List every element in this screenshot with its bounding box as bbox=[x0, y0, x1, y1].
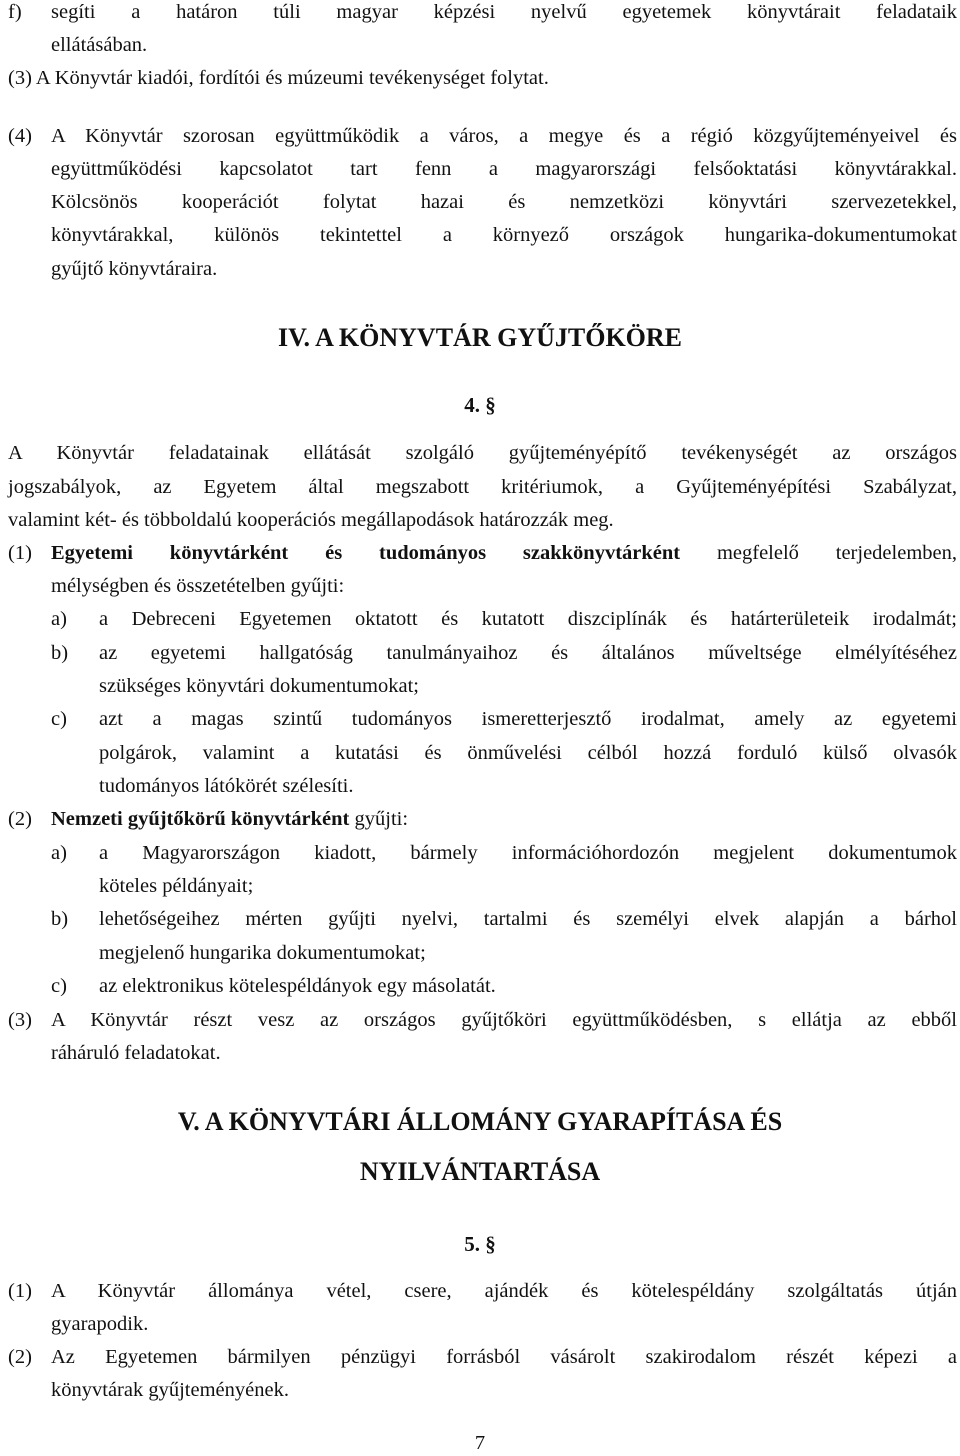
bold-term: Egyetemi könyvtárként és tudományos szakkönyvtárként bbox=[51, 542, 681, 564]
text-line: lehetőségeihez mérten gyűjti nyelvi, tartalmi és személyi elvek alapján a bárhol bbox=[99, 908, 957, 930]
text-line: A Könyvtár szorosan együttműködik a város, a megye és a régió közgyűjteményeivel és bbox=[51, 125, 957, 147]
item-label: b) bbox=[51, 908, 69, 930]
item-label: (1) bbox=[8, 1280, 32, 1302]
text-line: Kölcsönös kooperációt folytat hazai és nemzetközi könyvtári szervezetekkel, bbox=[51, 191, 957, 213]
item-label: c) bbox=[51, 975, 67, 997]
item-label: (1) bbox=[8, 542, 32, 564]
text-line: gyűjtő könyvtáraira. bbox=[51, 258, 218, 280]
text-span: megfelelő terjedelemben, bbox=[680, 542, 957, 564]
text-line: A Könyvtár részt vesz az országos gyűjtőköri együttműködésben, s ellátja az ebből bbox=[51, 1009, 957, 1031]
text-line: ráháruló feladatokat. bbox=[51, 1042, 221, 1064]
item-label: (3) bbox=[8, 1009, 32, 1031]
text-line: az egyetemi hallgatóság tanulmányaihoz és általános műveltsége elmélyítéséhez bbox=[99, 642, 957, 664]
text-line: jogszabályok, az Egyetem által megszabott kritériumok, a Gyűjteményépítési Szabályzat, bbox=[8, 476, 957, 498]
section-heading: V. A KÖNYVTÁRI ÁLLOMÁNY GYARAPÍTÁSA ÉS bbox=[177, 1107, 783, 1136]
text-line: a Debreceni Egyetemen oktatott és kutatott diszciplínák és határterületeik irodalmát; bbox=[99, 608, 957, 630]
text-line: Az Egyetemen bármilyen pénzügyi forrásból vásárolt szakirodalom részét képezi a bbox=[51, 1346, 957, 1368]
page-number: 7 bbox=[474, 1432, 486, 1454]
item-label: (2) bbox=[8, 808, 32, 830]
item-label: b) bbox=[51, 642, 69, 664]
text-line: az elektronikus kötelespéldányok egy másolatát. bbox=[99, 975, 496, 997]
text-line: köteles példányait; bbox=[99, 875, 254, 897]
text-line: könyvtárakkal, különös tekintettel a környező országok hungarika-dokumentumokat bbox=[51, 224, 957, 246]
section-heading: IV. A KÖNYVTÁR GYŰJTŐKÖRE bbox=[277, 323, 683, 352]
section-number: 4. § bbox=[464, 393, 496, 417]
paragraph-3: (3) A Könyvtár kiadói, fordítói és múzeumi tevékenységet folytat. bbox=[8, 67, 549, 89]
text-line: gyarapodik. bbox=[51, 1313, 149, 1335]
text-line: azt a magas szintű tudományos ismeretterjesztő irodalmat, amely az egyetemi bbox=[99, 708, 957, 730]
text-line: könyvtárak gyűjteményének. bbox=[51, 1379, 289, 1401]
text-line bbox=[51, 541, 957, 565]
text-line: együttműködési kapcsolatot tart fenn a magyarországi felsőoktatási könyvtárakkal. bbox=[51, 158, 957, 180]
text-line: A Könyvtár feladatainak ellátását szolgáló gyűjteményépítő tevékenységét az országos bbox=[8, 442, 957, 464]
section-number: 5. § bbox=[464, 1232, 496, 1256]
text-line: ellátásában. bbox=[51, 34, 148, 56]
text-line: mélységben és összetételben gyűjti: bbox=[51, 575, 345, 597]
section-heading-continued: NYILVÁNTARTÁSA bbox=[359, 1157, 601, 1186]
text-line bbox=[51, 807, 408, 831]
text-line: a Magyarországon kiadott, bármely információhordozón megjelent dokumentumok bbox=[99, 842, 957, 864]
text-line: megjelenő hungarika dokumentumokat; bbox=[99, 942, 426, 964]
bold-term: Nemzeti gyűjtőkörű könyvtárként bbox=[51, 808, 350, 830]
text-line: szükséges könyvtári dokumentumokat; bbox=[99, 675, 419, 697]
text-line: A Könyvtár állománya vétel, csere, ajándék és kötelespéldány szolgáltatás útján bbox=[51, 1280, 957, 1302]
text-span: gyűjti: bbox=[349, 808, 409, 830]
text-line: polgárok, valamint a kutatási és önművelési célból hozzá forduló külső olvasók bbox=[99, 742, 957, 764]
item-label: a) bbox=[51, 608, 67, 630]
text-line: valamint két- és többoldalú kooperációs megállapodások határozzák meg. bbox=[8, 509, 614, 531]
text-line: tudományos látókörét szélesíti. bbox=[99, 775, 354, 797]
item-label: (4) bbox=[8, 125, 32, 147]
item-label: c) bbox=[51, 708, 67, 730]
item-label: (2) bbox=[8, 1346, 32, 1368]
text-line: segíti a határon túli magyar képzési nyelvű egyetemek könyvtárait feladataik bbox=[51, 1, 957, 23]
item-label: a) bbox=[51, 842, 67, 864]
item-label: f) bbox=[8, 1, 22, 23]
